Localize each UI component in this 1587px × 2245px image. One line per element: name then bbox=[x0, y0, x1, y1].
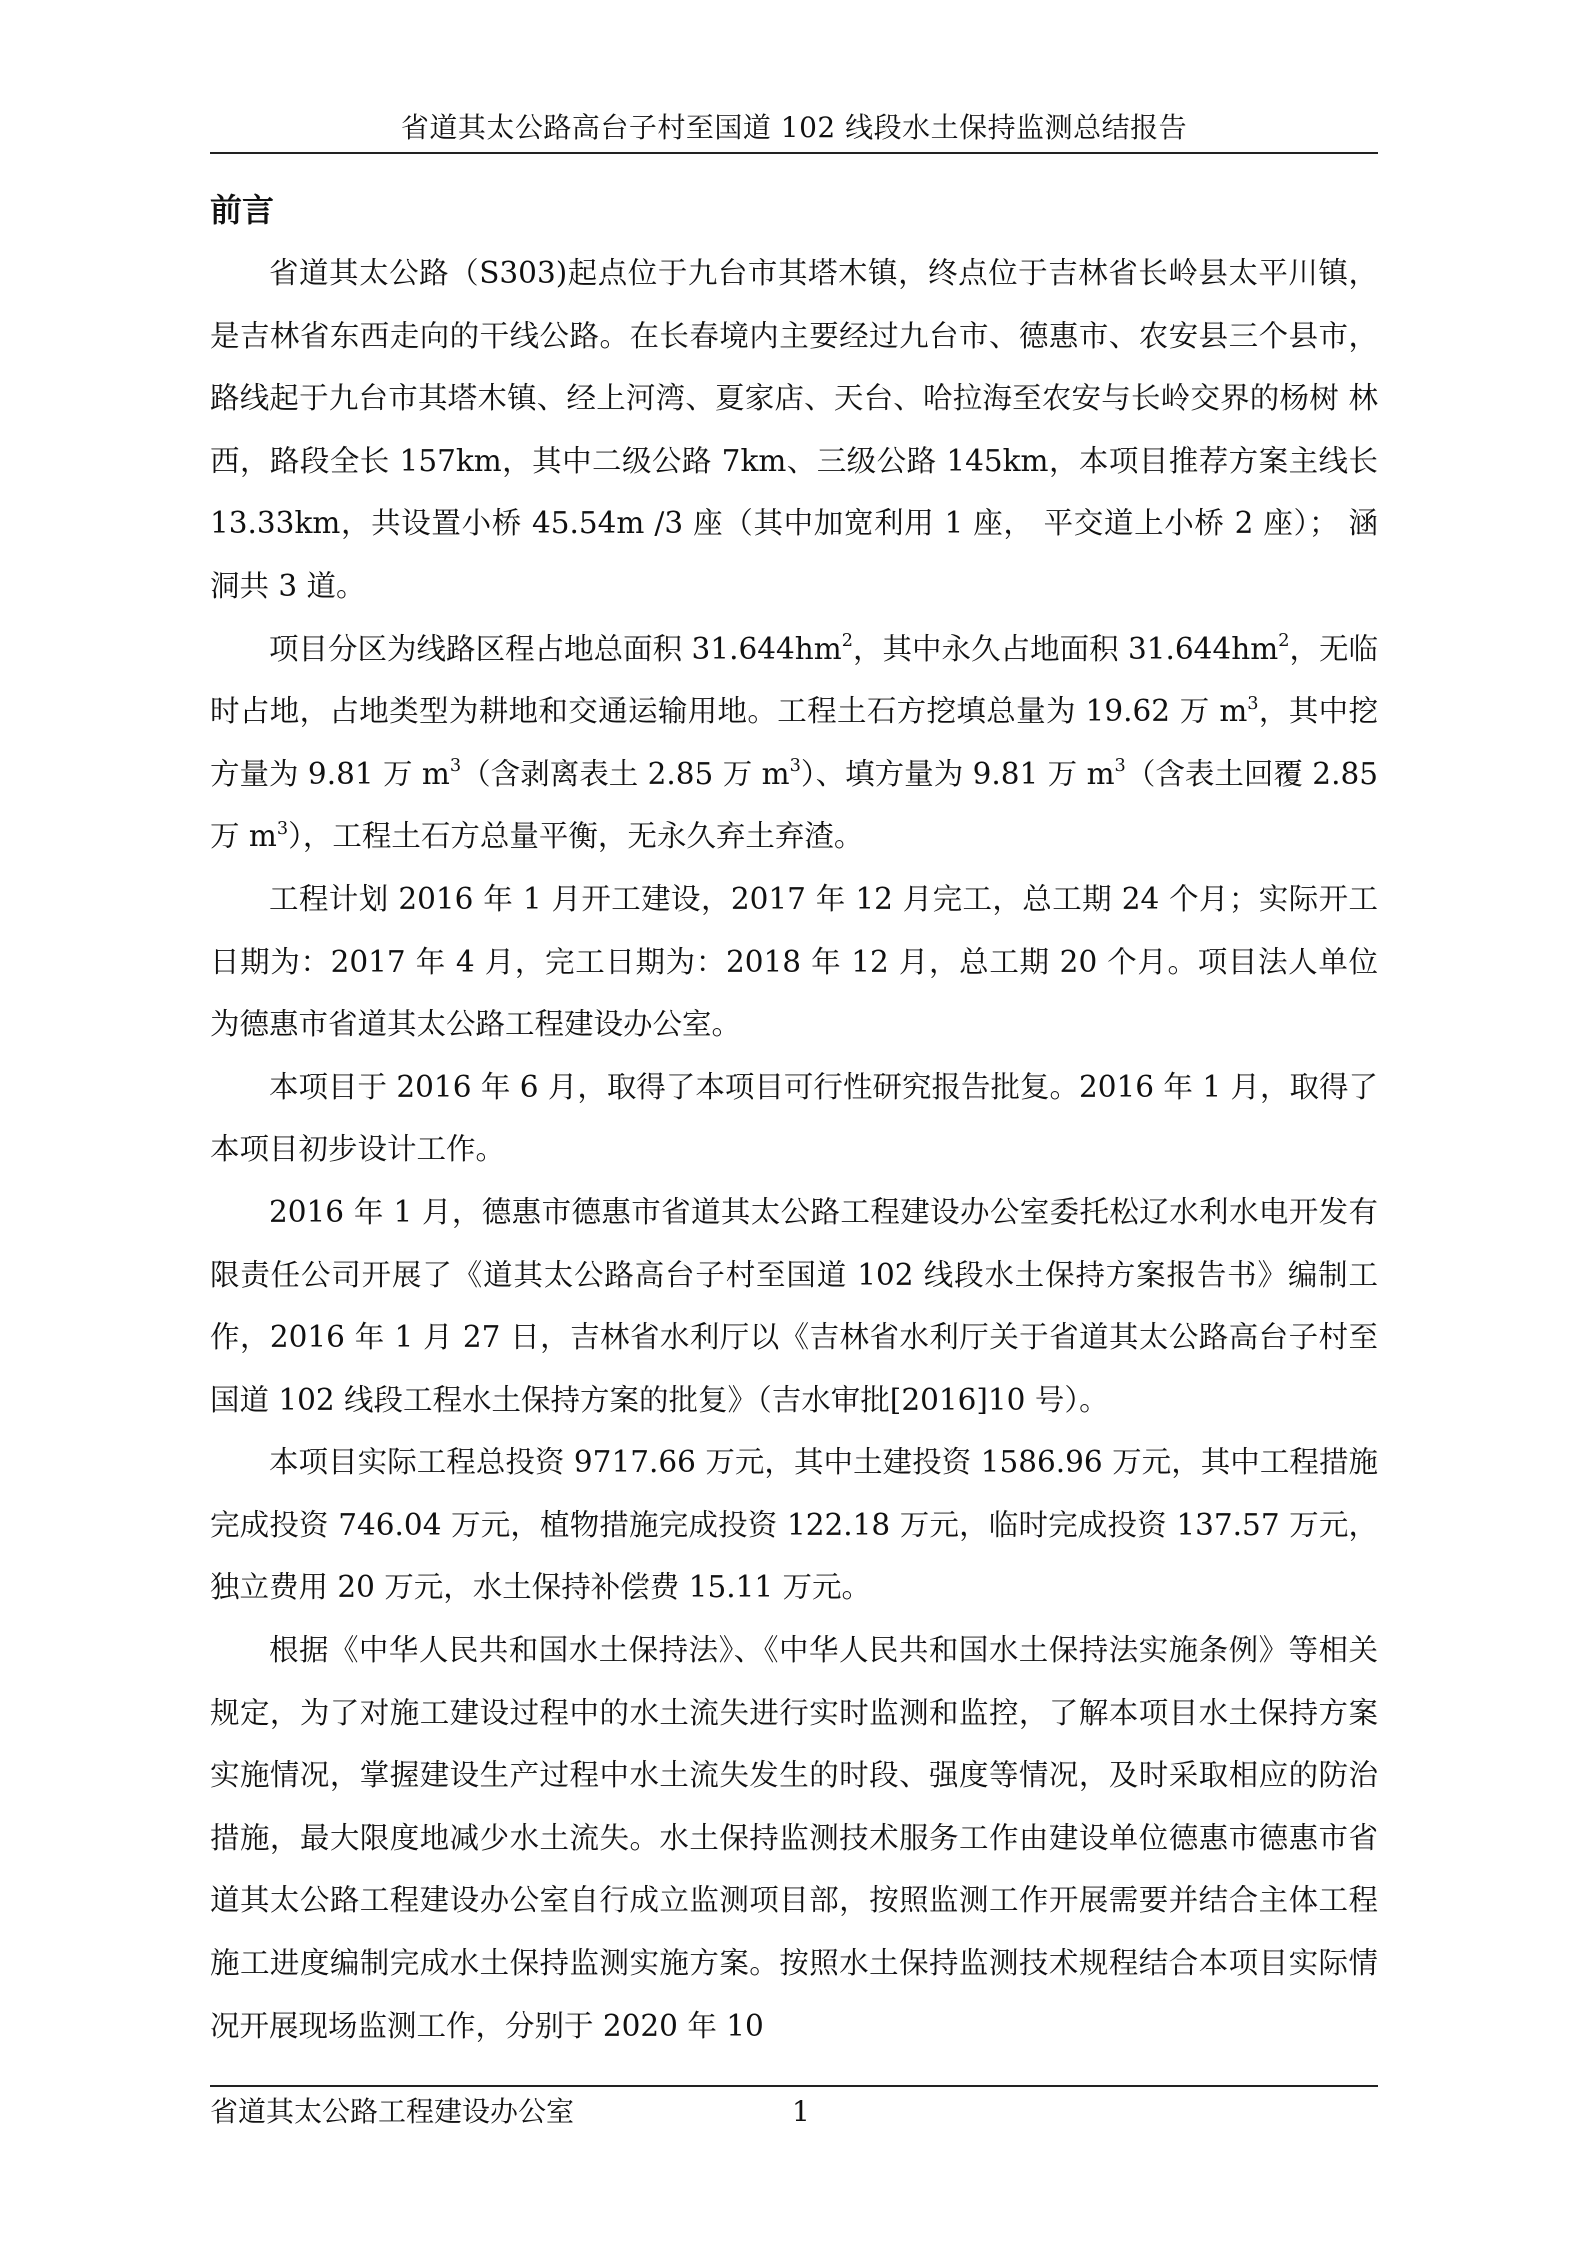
paragraph-monitoring-basis: 根据《中华人民共和国水土保持法》、《中华人民共和国水土保持法实施条例》等相关规定，为了对施工建设过程中的水土流失进行实时监测和监控，了解本项目水土保持方案实施情况，掌握建设生产过程中水土流失发生的时段、强度等情况，及时采取相应的防治措施，最大限度地减少水土流失。水土保持监测技术服务工作由建设单位德惠市德惠市省道其太公路工程建设办公室自行成立监测项目部，按照监测工作开展需要并结合主体工程施工进度编制完成水土保持监测实施方案。按照水土保持监测技术规程结合本项目实际情况开展现场监测工作，分别于 2020 年 10 bbox=[210, 1633, 1378, 2043]
superscript: 3 bbox=[1247, 693, 1259, 714]
text-run: 项目分区为线路区程占地总面积 31.644hm bbox=[269, 631, 842, 666]
paragraph-plan-report: 2016 年 1 月，德惠市德惠市省道其太公路工程建设办公室委托松辽水利水电开发有限责任公司开展了《道其太公路高台子村至国道 102 线段水土保持方案报告书》编制工作，2016 年 1 月 27 日，吉林省水利厅以《吉林省水利厅关于省道其太公路高台子村至国道 102 线段工程水土保持方案的批复》（吉水审批[2016]10 号）。 bbox=[210, 1194, 1378, 1417]
running-header: 省道其太公路高台子村至国道 102 线段水土保持监测总结报告 bbox=[400, 111, 1188, 144]
section-title: 前言 bbox=[210, 191, 275, 229]
superscript: 2 bbox=[841, 630, 853, 651]
paragraph-investment: 本项目实际工程总投资 9717.66 万元，其中土建投资 1586.96 万元，其中工程措施完成投资 746.04 万元，植物措施完成投资 122.18 万元，临时完成投资 137.57 万元，独立费用 20 万元，水土保持补偿费 15.11 万元。 bbox=[210, 1445, 1378, 1605]
paragraph-route-overview: 省道其太公路（S303)起点位于九台市其塔木镇，终点位于吉林省长岭县太平川镇， 是吉林省东西走向的干线公路。在长春境内主要经过九台市、德惠市、农安县三个县市， 路线起于九台市其塔木镇、经上河湾、夏家店、天台、哈拉海至农安与长岭交界的杨树 林西，路段全长 157km，其中二级公路 7km、三级公路 145km，本项目推荐方案主线长 13.33km，共设置小桥 45.54m /3 座（其中加宽利用 1 座， 平交道上小桥 2 座）； 涵洞共 3 道。 bbox=[210, 256, 1378, 603]
page-number: 1 bbox=[792, 2095, 810, 2128]
paragraph-schedule: 工程计划 2016 年 1 月开工建设，2017 年 12 月完工，总工期 24 个月；实际开工日期为：2017 年 4 月，完工日期为：2018 年 12 月，总工期 20 个月。项目法人单位为德惠市省道其太公路工程建设办公室。 bbox=[210, 881, 1378, 1042]
text-run: ，其中挖方量为 9.81 万 m bbox=[210, 694, 1378, 791]
superscript: 2 bbox=[1278, 630, 1290, 651]
superscript: 3 bbox=[276, 818, 289, 839]
paragraph-land-earthwork bbox=[210, 618, 1378, 868]
text-run: ，无临时占地，占地类型为耕地和交通运输用地。工程土石方挖填总量为 19.62 万 m bbox=[210, 631, 1378, 729]
text-run: （含剥离表土 2.85 万 m bbox=[461, 756, 790, 791]
page-content bbox=[210, 188, 1378, 2057]
superscript: 3 bbox=[449, 756, 462, 777]
text-run: ），工程土石方总量平衡，无永久弃土弃渣。 bbox=[288, 819, 864, 854]
superscript: 3 bbox=[1114, 756, 1126, 777]
paragraph-approvals: 本项目于 2016 年 6 月，取得了本项目可行性研究报告批复。2016 年 1 月，取得了本项目初步设计工作。 bbox=[210, 1069, 1378, 1167]
text-run: ，其中永久占地面积 31.644hm bbox=[853, 631, 1279, 666]
footer-rule bbox=[210, 2085, 1378, 2087]
footer-organization: 省道其太公路工程建设办公室 bbox=[210, 2095, 575, 2128]
text-run: （含表土回覆 2.85 万 m bbox=[210, 756, 1378, 854]
superscript: 3 bbox=[789, 756, 801, 777]
header-rule bbox=[210, 152, 1378, 154]
text-run: ）、填方量为 9.81 万 m bbox=[800, 756, 1115, 791]
